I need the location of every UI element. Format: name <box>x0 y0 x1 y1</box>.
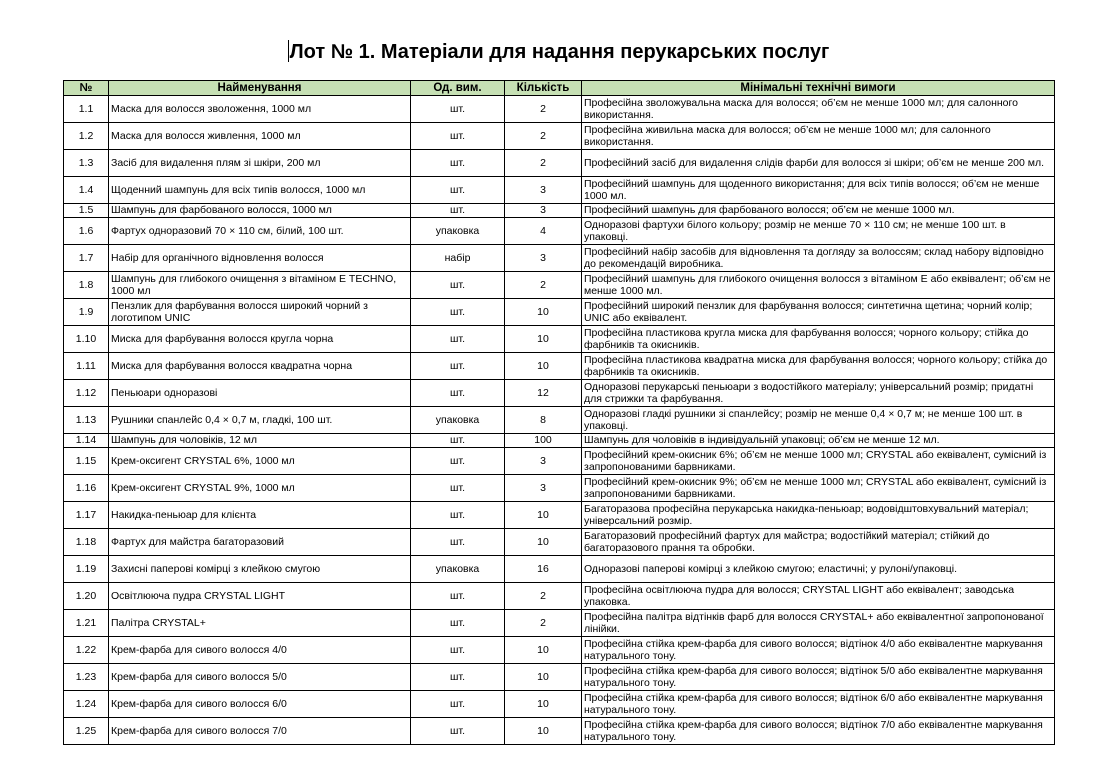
item-quantity: 8 <box>505 407 582 434</box>
table-row <box>64 502 1055 529</box>
header-qty: Кількість <box>505 81 582 96</box>
item-name: Крем-фарба для сивого волосся 5/0 <box>109 664 411 691</box>
table-row <box>64 529 1055 556</box>
item-unit: шт. <box>411 204 505 218</box>
item-unit: шт. <box>411 353 505 380</box>
table-row <box>64 353 1055 380</box>
item-unit: шт. <box>411 691 505 718</box>
row-number: 1.17 <box>64 502 109 529</box>
item-requirements: Професійна палітра відтінків фарб для волосся CRYSTAL+ або еквівалентної запропонованої лінійки. <box>582 610 1055 637</box>
item-unit: упаковка <box>411 218 505 245</box>
row-number: 1.14 <box>64 434 109 448</box>
item-requirements: Професійний шампунь для глибокого очищення волосся з вітаміном Е або еквівалент; об’єм не менше 1000 мл. <box>582 272 1055 299</box>
table-row <box>64 326 1055 353</box>
row-number: 1.25 <box>64 718 109 745</box>
item-quantity: 2 <box>505 96 582 123</box>
item-unit: упаковка <box>411 556 505 583</box>
item-name: Крем-фарба для сивого волосся 6/0 <box>109 691 411 718</box>
item-quantity: 3 <box>505 204 582 218</box>
item-name: Миска для фарбування волосся квадратна чорна <box>109 353 411 380</box>
item-quantity: 10 <box>505 502 582 529</box>
row-number: 1.4 <box>64 177 109 204</box>
item-name: Шампунь для чоловіків, 12 мл <box>109 434 411 448</box>
row-number: 1.16 <box>64 475 109 502</box>
item-name: Миска для фарбування волосся кругла чорна <box>109 326 411 353</box>
item-unit: шт. <box>411 583 505 610</box>
item-requirements: Багаторазовий професійний фартух для майстра; водостійкий матеріал; стійкий до багаторазового прання та обробки. <box>582 529 1055 556</box>
item-unit: упаковка <box>411 407 505 434</box>
table-row <box>64 150 1055 177</box>
table-row <box>64 691 1055 718</box>
row-number: 1.2 <box>64 123 109 150</box>
table-row <box>64 583 1055 610</box>
table-row <box>64 718 1055 745</box>
item-unit: шт. <box>411 502 505 529</box>
item-unit: шт. <box>411 380 505 407</box>
item-requirements: Шампунь для чоловіків в індивідуальній упаковці; об’єм не менше 12 мл. <box>582 434 1055 448</box>
item-requirements: Професійний засіб для видалення слідів фарби для волосся зі шкіри; об’єм не менше 200 мл. <box>582 150 1055 177</box>
row-number: 1.24 <box>64 691 109 718</box>
item-quantity: 4 <box>505 218 582 245</box>
row-number: 1.18 <box>64 529 109 556</box>
item-quantity: 2 <box>505 583 582 610</box>
item-unit: шт. <box>411 150 505 177</box>
header-row <box>64 81 1055 96</box>
row-number: 1.7 <box>64 245 109 272</box>
table-row <box>64 177 1055 204</box>
item-quantity: 12 <box>505 380 582 407</box>
header-name: Найменування <box>109 81 411 96</box>
table-row <box>64 204 1055 218</box>
item-quantity: 3 <box>505 475 582 502</box>
item-name: Крем-оксигент CRYSTAL 9%, 1000 мл <box>109 475 411 502</box>
item-name: Пензлик для фарбування волосся широкий чорний з логотипом UNIC <box>109 299 411 326</box>
item-requirements: Професійна стійка крем-фарба для сивого волосся; відтінок 7/0 або еквівалентне маркування натурального тону. <box>582 718 1055 745</box>
item-requirements: Професійна живильна маска для волосся; об’єм не менше 1000 мл; для салонного використання. <box>582 123 1055 150</box>
table-row <box>64 434 1055 448</box>
item-name: Набір для органічного відновлення волосся <box>109 245 411 272</box>
item-requirements: Багаторазова професійна перукарська накидка-пеньюар; водовідштовхувальний матеріал; універсальний розмір. <box>582 502 1055 529</box>
item-name: Накидка-пеньюар для клієнта <box>109 502 411 529</box>
table-body <box>64 96 1055 745</box>
item-requirements: Професійна пластикова кругла миска для фарбування волосся; чорного кольору; стійка до фарбників та окисників. <box>582 326 1055 353</box>
item-name: Щоденний шампунь для всіх типів волосся, 1000 мл <box>109 177 411 204</box>
table-row <box>64 637 1055 664</box>
item-unit: шт. <box>411 123 505 150</box>
item-quantity: 10 <box>505 718 582 745</box>
item-requirements: Професійна пластикова квадратна миска для фарбування волосся; чорного кольору; стійка до фарбників та окисників. <box>582 353 1055 380</box>
item-name: Фартух одноразовий 70 × 110 см, білий, 100 шт. <box>109 218 411 245</box>
item-unit: шт. <box>411 96 505 123</box>
table-row <box>64 96 1055 123</box>
item-requirements: Професійна освітлююча пудра для волосся; CRYSTAL LIGHT або еквівалент; заводська упаковка. <box>582 583 1055 610</box>
item-requirements: Професійна стійка крем-фарба для сивого волосся; відтінок 5/0 або еквівалентне маркування натурального тону. <box>582 664 1055 691</box>
item-unit: набір <box>411 245 505 272</box>
document-title-text: Лот № 1. Матеріали для надання перукарських послуг <box>289 41 830 63</box>
row-number: 1.19 <box>64 556 109 583</box>
header-num: № <box>64 81 109 96</box>
item-requirements: Професійний шампунь для щоденного використання; для всіх типів волосся; об’єм не менше 1000 мл. <box>582 177 1055 204</box>
header-requirements: Мінімальні технічні вимоги <box>582 81 1055 96</box>
item-name: Крем-фарба для сивого волосся 4/0 <box>109 637 411 664</box>
table-row <box>64 448 1055 475</box>
item-name: Палітра CRYSTAL+ <box>109 610 411 637</box>
item-requirements: Одноразові перукарські пеньюари з водостійкого матеріалу; універсальний розмір; придатні для стрижки та фарбування. <box>582 380 1055 407</box>
item-name: Освітлююча пудра CRYSTAL LIGHT <box>109 583 411 610</box>
row-number: 1.23 <box>64 664 109 691</box>
table-row <box>64 475 1055 502</box>
item-unit: шт. <box>411 529 505 556</box>
table-row <box>64 556 1055 583</box>
item-unit: шт. <box>411 177 505 204</box>
specification-table <box>63 80 1055 745</box>
row-number: 1.22 <box>64 637 109 664</box>
item-name: Маска для волосся живлення, 1000 мл <box>109 123 411 150</box>
row-number: 1.8 <box>64 272 109 299</box>
table-row <box>64 664 1055 691</box>
item-unit: шт. <box>411 664 505 691</box>
item-requirements: Професійна зволожувальна маска для волосся; об’єм не менше 1000 мл; для салонного використання. <box>582 96 1055 123</box>
item-unit: шт. <box>411 610 505 637</box>
item-requirements: Професійний крем-окисник 6%; об’єм не менше 1000 мл; CRYSTAL або еквівалент, сумісний із запропонованими барвниками. <box>582 448 1055 475</box>
item-name: Крем-фарба для сивого волосся 7/0 <box>109 718 411 745</box>
item-quantity: 10 <box>505 529 582 556</box>
item-name: Крем-оксигент CRYSTAL 6%, 1000 мл <box>109 448 411 475</box>
row-number: 1.1 <box>64 96 109 123</box>
item-unit: шт. <box>411 718 505 745</box>
item-quantity: 100 <box>505 434 582 448</box>
item-requirements: Професійна стійка крем-фарба для сивого волосся; відтінок 4/0 або еквівалентне маркування натурального тону. <box>582 637 1055 664</box>
item-unit: шт. <box>411 637 505 664</box>
table-row <box>64 380 1055 407</box>
row-number: 1.5 <box>64 204 109 218</box>
item-requirements: Професійний набір засобів для відновлення та догляду за волоссям; склад набору відповідно до рекомендацій виробника. <box>582 245 1055 272</box>
item-unit: шт. <box>411 475 505 502</box>
table-header <box>64 81 1055 96</box>
item-name: Шампунь для глибокого очищення з вітаміном Е TECHNO, 1000 мл <box>109 272 411 299</box>
item-name: Засіб для видалення плям зі шкіри, 200 мл <box>109 150 411 177</box>
text-cursor <box>288 40 289 62</box>
table-row <box>64 245 1055 272</box>
item-quantity: 16 <box>505 556 582 583</box>
item-requirements: Професійний крем-окисник 9%; об’єм не менше 1000 мл; CRYSTAL або еквівалент, сумісний із запропонованими барвниками. <box>582 475 1055 502</box>
item-requirements: Професійний широкий пензлик для фарбування волосся; синтетична щетина; чорний колір; UNIC або еквівалент. <box>582 299 1055 326</box>
row-number: 1.3 <box>64 150 109 177</box>
item-quantity: 3 <box>505 177 582 204</box>
item-quantity: 2 <box>505 610 582 637</box>
item-unit: шт. <box>411 326 505 353</box>
item-name: Рушники спанлейс 0,4 × 0,7 м, гладкі, 100 шт. <box>109 407 411 434</box>
item-quantity: 10 <box>505 637 582 664</box>
row-number: 1.11 <box>64 353 109 380</box>
row-number: 1.21 <box>64 610 109 637</box>
table-row <box>64 218 1055 245</box>
row-number: 1.9 <box>64 299 109 326</box>
item-quantity: 3 <box>505 448 582 475</box>
item-quantity: 10 <box>505 691 582 718</box>
item-quantity: 10 <box>505 353 582 380</box>
item-requirements: Професійний шампунь для фарбованого волосся; об’єм не менше 1000 мл. <box>582 204 1055 218</box>
table-row <box>64 272 1055 299</box>
table-row <box>64 610 1055 637</box>
item-quantity: 2 <box>505 150 582 177</box>
item-quantity: 2 <box>505 123 582 150</box>
item-quantity: 3 <box>505 245 582 272</box>
document-title <box>0 40 1117 64</box>
item-requirements: Одноразові фартухи білого кольору; розмір не менше 70 × 110 см; не менше 100 шт. в упаковці. <box>582 218 1055 245</box>
table-row <box>64 299 1055 326</box>
item-requirements: Одноразові гладкі рушники зі спанлейсу; розмір не менше 0,4 × 0,7 м; не менше 100 шт. в упаковці. <box>582 407 1055 434</box>
item-requirements: Професійна стійка крем-фарба для сивого волосся; відтінок 6/0 або еквівалентне маркування натурального тону. <box>582 691 1055 718</box>
item-unit: шт. <box>411 299 505 326</box>
item-quantity: 10 <box>505 664 582 691</box>
row-number: 1.6 <box>64 218 109 245</box>
item-name: Пеньюари одноразові <box>109 380 411 407</box>
item-name: Захисні паперові комірці з клейкою смугою <box>109 556 411 583</box>
item-quantity: 10 <box>505 299 582 326</box>
item-quantity: 10 <box>505 326 582 353</box>
table-row <box>64 123 1055 150</box>
item-name: Маска для волосся зволоження, 1000 мл <box>109 96 411 123</box>
item-name: Фартух для майстра багаторазовий <box>109 529 411 556</box>
item-unit: шт. <box>411 448 505 475</box>
item-requirements: Одноразові паперові комірці з клейкою смугою; еластичні; у рулоні/упаковці. <box>582 556 1055 583</box>
item-name: Шампунь для фарбованого волосся, 1000 мл <box>109 204 411 218</box>
row-number: 1.10 <box>64 326 109 353</box>
row-number: 1.13 <box>64 407 109 434</box>
row-number: 1.15 <box>64 448 109 475</box>
item-unit: шт. <box>411 434 505 448</box>
row-number: 1.20 <box>64 583 109 610</box>
row-number: 1.12 <box>64 380 109 407</box>
header-unit: Од. вим. <box>411 81 505 96</box>
table-row <box>64 407 1055 434</box>
item-unit: шт. <box>411 272 505 299</box>
item-quantity: 2 <box>505 272 582 299</box>
